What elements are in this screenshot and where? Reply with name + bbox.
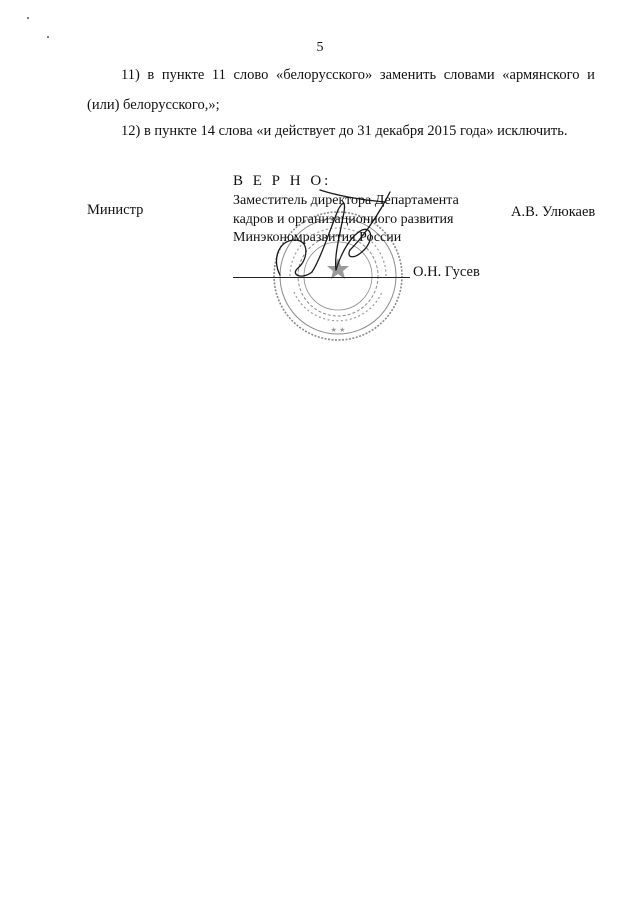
- certifier-name: О.Н. Гусев: [413, 264, 480, 280]
- page-number: 5: [316, 40, 324, 55]
- minister-name: А.В. Улюкаев: [511, 204, 596, 220]
- item-11-line-1: 11) в пункте 11 слово «белорусского» заменить словами «армянского и: [121, 67, 595, 83]
- certifier-position-line-1: Заместитель директора Департамента: [233, 193, 459, 208]
- certifier-position-line-3: Минэкономразвития России: [233, 230, 402, 245]
- scan-speck-2: [47, 36, 49, 38]
- scan-speck-1: [27, 17, 29, 19]
- item-12: 12) в пункте 14 слова «и действует до 31 декабря 2015 года» исключить.: [121, 123, 568, 139]
- svg-text:★ ★: ★ ★: [330, 326, 346, 334]
- signature-line: [233, 277, 410, 278]
- certifier-position-line-2: кадров и организационного развития: [233, 212, 454, 227]
- item-11-line-2: (или) белорусского,»;: [87, 97, 220, 113]
- minister-title: Министр: [87, 202, 144, 218]
- certification-heading: В Е Р Н О:: [233, 173, 332, 189]
